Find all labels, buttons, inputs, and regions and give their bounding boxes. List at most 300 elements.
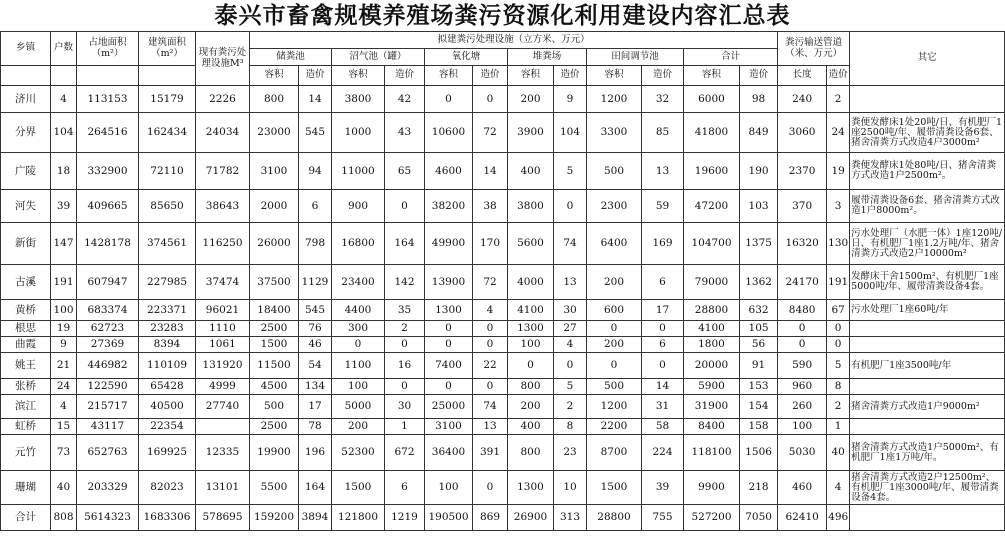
value-cell: 4100 bbox=[508, 300, 554, 321]
header-town: 乡镇 bbox=[1, 32, 51, 66]
value-cell: 2000 bbox=[250, 190, 299, 223]
value-cell: 1200 bbox=[587, 86, 642, 113]
value-cell: 158 bbox=[740, 419, 778, 435]
value-cell: 1219 bbox=[385, 505, 425, 531]
value-cell: 47200 bbox=[684, 190, 740, 223]
header-group-biogas: 沼气池（罐） bbox=[332, 49, 425, 66]
value-cell: 58 bbox=[642, 419, 684, 435]
remarks-cell bbox=[850, 86, 1005, 113]
value-cell: 147 bbox=[51, 223, 77, 265]
town-cell: 姚王 bbox=[1, 353, 51, 379]
value-cell: 1362 bbox=[740, 265, 778, 300]
value-cell: 59 bbox=[642, 190, 684, 223]
value-cell: 122590 bbox=[77, 379, 139, 395]
value-cell: 164 bbox=[385, 223, 425, 265]
value-cell: 142 bbox=[385, 265, 425, 300]
value-cell: 15179 bbox=[139, 86, 196, 113]
value-cell: 19900 bbox=[250, 435, 299, 471]
value-cell: 672 bbox=[385, 435, 425, 471]
value-cell: 0 bbox=[473, 321, 508, 337]
value-cell: 0 bbox=[385, 337, 425, 353]
value-cell: 71782 bbox=[196, 153, 250, 190]
header-planned-facilities: 拟建粪污处理设施（立方米、万元） bbox=[250, 32, 778, 49]
remarks-cell bbox=[850, 337, 1005, 353]
value-cell: 159200 bbox=[250, 505, 299, 531]
value-cell: 62410 bbox=[778, 505, 827, 531]
value-cell: 191 bbox=[51, 265, 77, 300]
value-cell: 13 bbox=[554, 265, 587, 300]
remarks-cell: 猪舍清粪方式改造1户9000m² bbox=[850, 395, 1005, 419]
value-cell: 3900 bbox=[508, 113, 554, 153]
value-cell: 3100 bbox=[250, 153, 299, 190]
value-cell: 0 bbox=[385, 379, 425, 395]
value-cell: 6000 bbox=[684, 86, 740, 113]
value-cell: 446982 bbox=[77, 353, 139, 379]
value-cell: 73 bbox=[51, 435, 77, 471]
value-cell: 4999 bbox=[196, 379, 250, 395]
value-cell: 40 bbox=[51, 471, 77, 505]
value-cell: 23000 bbox=[250, 113, 299, 153]
value-cell: 56 bbox=[740, 337, 778, 353]
value-cell: 0 bbox=[473, 86, 508, 113]
value-cell: 240 bbox=[778, 86, 827, 113]
value-cell: 5600 bbox=[508, 223, 554, 265]
value-cell: 3 bbox=[827, 190, 850, 223]
table-row bbox=[1, 419, 1005, 435]
value-cell: 116250 bbox=[196, 223, 250, 265]
value-cell: 8480 bbox=[778, 300, 827, 321]
header-existing-facilities: 现有粪污处理设施M³ bbox=[196, 32, 250, 86]
value-cell: 869 bbox=[473, 505, 508, 531]
value-cell: 223371 bbox=[139, 300, 196, 321]
value-cell: 227985 bbox=[139, 265, 196, 300]
value-cell: 31 bbox=[642, 395, 684, 419]
value-cell: 7050 bbox=[740, 505, 778, 531]
value-cell: 496 bbox=[827, 505, 850, 531]
value-cell: 8 bbox=[827, 379, 850, 395]
table-row bbox=[1, 113, 1005, 153]
value-cell: 121800 bbox=[332, 505, 385, 531]
value-cell: 200 bbox=[508, 395, 554, 419]
value-cell: 16 bbox=[385, 353, 425, 379]
page-title: 泰兴市畜禽规模养殖场粪污资源化利用建设内容汇总表 bbox=[214, 2, 791, 29]
value-cell: 170 bbox=[473, 223, 508, 265]
value-cell: 74 bbox=[473, 395, 508, 419]
value-cell: 5 bbox=[554, 379, 587, 395]
value-cell: 31900 bbox=[684, 395, 740, 419]
value-cell: 300 bbox=[332, 321, 385, 337]
table-row bbox=[1, 223, 1005, 265]
value-cell: 0 bbox=[508, 353, 554, 379]
value-cell: 808 bbox=[51, 505, 77, 531]
value-cell: 16800 bbox=[332, 223, 385, 265]
town-cell: 古溪 bbox=[1, 265, 51, 300]
value-cell: 900 bbox=[332, 190, 385, 223]
value-cell: 104 bbox=[51, 113, 77, 153]
value-cell: 2300 bbox=[587, 190, 642, 223]
value-cell: 38643 bbox=[196, 190, 250, 223]
value-cell: 190500 bbox=[425, 505, 473, 531]
value-cell: 105 bbox=[740, 321, 778, 337]
value-cell: 153 bbox=[740, 379, 778, 395]
header-remarks: 其它 bbox=[850, 32, 1005, 86]
value-cell: 800 bbox=[250, 86, 299, 113]
value-cell: 2500 bbox=[250, 321, 299, 337]
header-blank bbox=[139, 66, 196, 86]
table-row bbox=[1, 379, 1005, 395]
value-cell: 100 bbox=[508, 337, 554, 353]
value-cell: 0 bbox=[587, 353, 642, 379]
table-row bbox=[1, 435, 1005, 471]
value-cell: 98 bbox=[740, 86, 778, 113]
remarks-cell: 粪便发酵床1处20吨/日、有机肥厂1座2500吨/年、履带清粪设备6套、猪舍清粪方式改造4户3000m² bbox=[850, 113, 1005, 153]
value-cell: 590 bbox=[778, 353, 827, 379]
value-cell: 1800 bbox=[684, 337, 740, 353]
header-length: 长度 bbox=[778, 66, 827, 86]
value-cell: 500 bbox=[587, 379, 642, 395]
value-cell: 6400 bbox=[587, 223, 642, 265]
value-cell: 545 bbox=[299, 300, 332, 321]
value-cell: 94 bbox=[299, 153, 332, 190]
value-cell: 313 bbox=[554, 505, 587, 531]
value-cell: 37500 bbox=[250, 265, 299, 300]
table-row bbox=[1, 153, 1005, 190]
value-cell: 39 bbox=[51, 190, 77, 223]
value-cell: 100 bbox=[51, 300, 77, 321]
value-cell: 100 bbox=[425, 471, 473, 505]
value-cell: 5000 bbox=[332, 395, 385, 419]
value-cell: 2 bbox=[827, 86, 850, 113]
town-cell: 张桥 bbox=[1, 379, 51, 395]
value-cell: 4500 bbox=[250, 379, 299, 395]
value-cell: 0 bbox=[587, 321, 642, 337]
value-cell: 22354 bbox=[139, 419, 196, 435]
value-cell: 14 bbox=[642, 379, 684, 395]
value-cell: 527200 bbox=[684, 505, 740, 531]
value-cell: 38200 bbox=[425, 190, 473, 223]
value-cell: 118100 bbox=[684, 435, 740, 471]
value-cell: 1500 bbox=[587, 471, 642, 505]
remarks-cell: 履带清粪设备6套、猪舍清粪方式改造1户8000m²。 bbox=[850, 190, 1005, 223]
value-cell: 3800 bbox=[332, 86, 385, 113]
value-cell: 0 bbox=[473, 379, 508, 395]
value-cell: 9 bbox=[51, 337, 77, 353]
table-row bbox=[1, 353, 1005, 379]
table-row bbox=[1, 395, 1005, 419]
header-blank bbox=[51, 66, 77, 86]
header-volume: 容积 bbox=[587, 66, 642, 86]
value-cell: 5030 bbox=[778, 435, 827, 471]
value-cell: 0 bbox=[473, 471, 508, 505]
value-cell: 5 bbox=[827, 353, 850, 379]
header-volume: 容积 bbox=[250, 66, 299, 86]
town-cell: 合计 bbox=[1, 505, 51, 531]
value-cell: 27 bbox=[554, 321, 587, 337]
value-cell: 27740 bbox=[196, 395, 250, 419]
value-cell: 196 bbox=[299, 435, 332, 471]
value-cell: 16320 bbox=[778, 223, 827, 265]
value-cell: 36400 bbox=[425, 435, 473, 471]
value-cell: 264516 bbox=[77, 113, 139, 153]
remarks-cell: 猪舍清粪方式改造1户5000m²、有机肥厂1座1万吨/年。 bbox=[850, 435, 1005, 471]
value-cell: 14 bbox=[473, 153, 508, 190]
table-row bbox=[1, 505, 1005, 531]
value-cell: 82023 bbox=[139, 471, 196, 505]
value-cell: 3060 bbox=[778, 113, 827, 153]
value-cell: 3100 bbox=[425, 419, 473, 435]
value-cell: 0 bbox=[778, 337, 827, 353]
value-cell: 18 bbox=[51, 153, 77, 190]
value-cell: 400 bbox=[508, 419, 554, 435]
value-cell: 200 bbox=[508, 86, 554, 113]
value-cell: 131920 bbox=[196, 353, 250, 379]
remarks-cell bbox=[850, 419, 1005, 435]
header-cost: 造价 bbox=[642, 66, 684, 86]
remarks-cell: 污水处理厂1座60吨/年 bbox=[850, 300, 1005, 321]
value-cell: 4000 bbox=[508, 265, 554, 300]
town-cell: 河失 bbox=[1, 190, 51, 223]
value-cell: 1428178 bbox=[77, 223, 139, 265]
value-cell: 11000 bbox=[332, 153, 385, 190]
value-cell: 46 bbox=[299, 337, 332, 353]
value-cell: 652763 bbox=[77, 435, 139, 471]
table-row bbox=[1, 190, 1005, 223]
value-cell: 40 bbox=[827, 435, 850, 471]
value-cell: 0 bbox=[554, 353, 587, 379]
value-cell: 0 bbox=[425, 86, 473, 113]
value-cell: 400 bbox=[508, 153, 554, 190]
value-cell: 103 bbox=[740, 190, 778, 223]
town-cell: 分界 bbox=[1, 113, 51, 153]
value-cell: 0 bbox=[827, 321, 850, 337]
value-cell: 15 bbox=[51, 419, 77, 435]
header-cost: 造价 bbox=[827, 66, 850, 86]
value-cell: 24 bbox=[51, 379, 77, 395]
value-cell: 11500 bbox=[250, 353, 299, 379]
town-cell: 广陵 bbox=[1, 153, 51, 190]
value-cell: 1129 bbox=[299, 265, 332, 300]
header-cost: 造价 bbox=[473, 66, 508, 86]
value-cell: 5500 bbox=[250, 471, 299, 505]
value-cell: 391 bbox=[473, 435, 508, 471]
value-cell: 4600 bbox=[425, 153, 473, 190]
value-cell: 32 bbox=[642, 86, 684, 113]
value-cell: 8 bbox=[554, 419, 587, 435]
town-cell: 新街 bbox=[1, 223, 51, 265]
remarks-cell bbox=[850, 379, 1005, 395]
remarks-cell: 污水处理厂（水肥一体）1座120吨/日、有机肥厂1座1.2万吨/年、猪舍清粪方式改造2户10000m² bbox=[850, 223, 1005, 265]
value-cell: 9 bbox=[554, 86, 587, 113]
value-cell: 224 bbox=[642, 435, 684, 471]
value-cell: 6 bbox=[385, 471, 425, 505]
value-cell: 260 bbox=[778, 395, 827, 419]
value-cell: 169925 bbox=[139, 435, 196, 471]
value-cell: 1061 bbox=[196, 337, 250, 353]
value-cell: 374561 bbox=[139, 223, 196, 265]
value-cell: 6 bbox=[299, 190, 332, 223]
value-cell: 76 bbox=[299, 321, 332, 337]
value-cell: 39 bbox=[642, 471, 684, 505]
value-cell: 203329 bbox=[77, 471, 139, 505]
value-cell: 0 bbox=[425, 337, 473, 353]
value-cell: 4 bbox=[827, 471, 850, 505]
value-cell: 191 bbox=[827, 265, 850, 300]
value-cell: 2 bbox=[385, 321, 425, 337]
value-cell: 30 bbox=[385, 395, 425, 419]
value-cell: 2500 bbox=[250, 419, 299, 435]
value-cell: 113153 bbox=[77, 86, 139, 113]
value-cell: 14 bbox=[299, 86, 332, 113]
value-cell: 4100 bbox=[684, 321, 740, 337]
header-group-manure-pool: 储粪池 bbox=[250, 49, 332, 66]
value-cell: 65 bbox=[385, 153, 425, 190]
value-cell: 104 bbox=[554, 113, 587, 153]
value-cell: 683374 bbox=[77, 300, 139, 321]
table-row bbox=[1, 86, 1005, 113]
value-cell: 24034 bbox=[196, 113, 250, 153]
table-row bbox=[1, 471, 1005, 505]
header-building-area: 建筑面积（m²） bbox=[139, 32, 196, 66]
value-cell: 28800 bbox=[684, 300, 740, 321]
value-cell: 200 bbox=[587, 337, 642, 353]
value-cell: 632 bbox=[740, 300, 778, 321]
value-cell: 37474 bbox=[196, 265, 250, 300]
header-volume: 容积 bbox=[508, 66, 554, 86]
value-cell: 43 bbox=[385, 113, 425, 153]
header-group-total: 合计 bbox=[684, 49, 778, 66]
value-cell: 1000 bbox=[332, 113, 385, 153]
value-cell: 4 bbox=[51, 395, 77, 419]
value-cell: 8400 bbox=[684, 419, 740, 435]
value-cell: 545 bbox=[299, 113, 332, 153]
value-cell bbox=[196, 419, 250, 435]
header-cost: 造价 bbox=[299, 66, 332, 86]
value-cell: 1500 bbox=[332, 471, 385, 505]
town-cell: 元竹 bbox=[1, 435, 51, 471]
value-cell: 23283 bbox=[139, 321, 196, 337]
value-cell: 2 bbox=[827, 395, 850, 419]
value-cell: 25000 bbox=[425, 395, 473, 419]
town-cell: 虹桥 bbox=[1, 419, 51, 435]
remarks-cell bbox=[850, 505, 1005, 531]
value-cell: 13101 bbox=[196, 471, 250, 505]
value-cell: 500 bbox=[587, 153, 642, 190]
town-cell: 珊瑚 bbox=[1, 471, 51, 505]
header-blank bbox=[1, 66, 51, 86]
value-cell: 1683306 bbox=[139, 505, 196, 531]
value-cell: 72110 bbox=[139, 153, 196, 190]
value-cell: 13 bbox=[473, 419, 508, 435]
header-cost: 造价 bbox=[385, 66, 425, 86]
value-cell: 1506 bbox=[740, 435, 778, 471]
value-cell: 800 bbox=[508, 435, 554, 471]
value-cell: 2226 bbox=[196, 86, 250, 113]
value-cell: 42 bbox=[385, 86, 425, 113]
value-cell: 22 bbox=[473, 353, 508, 379]
header-cost: 造价 bbox=[740, 66, 778, 86]
value-cell: 85 bbox=[642, 113, 684, 153]
value-cell: 100 bbox=[778, 419, 827, 435]
value-cell: 104700 bbox=[684, 223, 740, 265]
value-cell: 1110 bbox=[196, 321, 250, 337]
value-cell: 78 bbox=[299, 419, 332, 435]
town-cell: 曲霞 bbox=[1, 337, 51, 353]
header-group-field-pool: 田间调节池 bbox=[587, 49, 684, 66]
header-cost: 造价 bbox=[554, 66, 587, 86]
header-group-manure-yard: 堆粪场 bbox=[508, 49, 587, 66]
value-cell: 96021 bbox=[196, 300, 250, 321]
value-cell: 1 bbox=[385, 419, 425, 435]
value-cell: 162434 bbox=[139, 113, 196, 153]
header-land-area: 占地面积（m²） bbox=[77, 32, 139, 66]
value-cell: 600 bbox=[587, 300, 642, 321]
value-cell: 755 bbox=[642, 505, 684, 531]
value-cell: 0 bbox=[778, 321, 827, 337]
value-cell: 26000 bbox=[250, 223, 299, 265]
header-households: 户数 bbox=[51, 32, 77, 66]
header-group-oxidation-pond: 氧化塘 bbox=[425, 49, 508, 66]
value-cell: 134 bbox=[299, 379, 332, 395]
value-cell: 10600 bbox=[425, 113, 473, 153]
value-cell: 0 bbox=[554, 190, 587, 223]
value-cell: 3894 bbox=[299, 505, 332, 531]
value-cell: 0 bbox=[425, 321, 473, 337]
value-cell: 1375 bbox=[740, 223, 778, 265]
value-cell: 4 bbox=[473, 300, 508, 321]
header-volume: 容积 bbox=[332, 66, 385, 86]
value-cell: 800 bbox=[508, 379, 554, 395]
value-cell: 370 bbox=[778, 190, 827, 223]
value-cell: 74 bbox=[554, 223, 587, 265]
table-row bbox=[1, 321, 1005, 337]
value-cell: 1200 bbox=[587, 395, 642, 419]
value-cell: 798 bbox=[299, 223, 332, 265]
header-volume: 容积 bbox=[684, 66, 740, 86]
summary-table bbox=[0, 31, 1005, 531]
value-cell: 35 bbox=[385, 300, 425, 321]
remarks-cell: 猪舍清粪方式改造2户12500m²、有机肥厂1座3000吨/年、履带清粪设备4套。 bbox=[850, 471, 1005, 505]
table-row bbox=[1, 337, 1005, 353]
header-volume: 容积 bbox=[425, 66, 473, 86]
table-row bbox=[1, 300, 1005, 321]
value-cell: 4 bbox=[51, 86, 77, 113]
town-cell: 黄桥 bbox=[1, 300, 51, 321]
value-cell: 40500 bbox=[139, 395, 196, 419]
town-cell: 滨江 bbox=[1, 395, 51, 419]
value-cell: 0 bbox=[425, 379, 473, 395]
value-cell: 0 bbox=[473, 337, 508, 353]
value-cell: 215717 bbox=[77, 395, 139, 419]
value-cell: 607947 bbox=[77, 265, 139, 300]
value-cell: 2 bbox=[554, 395, 587, 419]
value-cell: 19 bbox=[51, 321, 77, 337]
value-cell: 9900 bbox=[684, 471, 740, 505]
value-cell: 218 bbox=[740, 471, 778, 505]
value-cell: 7400 bbox=[425, 353, 473, 379]
value-cell: 10 bbox=[554, 471, 587, 505]
value-cell: 13900 bbox=[425, 265, 473, 300]
value-cell: 91 bbox=[740, 353, 778, 379]
value-cell: 578695 bbox=[196, 505, 250, 531]
value-cell: 20000 bbox=[684, 353, 740, 379]
value-cell: 52300 bbox=[332, 435, 385, 471]
value-cell: 8394 bbox=[139, 337, 196, 353]
value-cell: 5 bbox=[554, 153, 587, 190]
value-cell: 2370 bbox=[778, 153, 827, 190]
remarks-cell: 有机肥厂1座3500吨/年 bbox=[850, 353, 1005, 379]
value-cell: 41800 bbox=[684, 113, 740, 153]
header-blank bbox=[77, 66, 139, 86]
